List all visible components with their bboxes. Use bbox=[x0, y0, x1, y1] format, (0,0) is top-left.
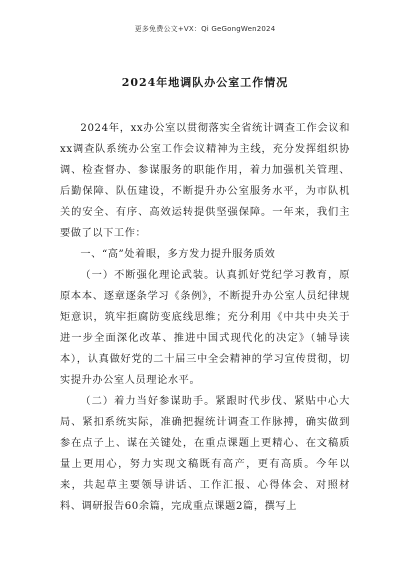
document-title: 2024年地调队办公室工作情况 bbox=[121, 76, 289, 89]
document-body bbox=[60, 118, 350, 517]
paragraph-intro: 2024年，xx办公室以贯彻落实全省统计调查工作会议和xx调查队系统办公室工作会议精神为主线，充分发挥组织协调、检查督办、参谋服务的职能作用，着力加强机关管理、后勤保障、队伍建设，不断提升办公室服务水平，为市队机关的安全、有序、高效运转提供坚强保障。一年来，我们主要做了以下工作： bbox=[60, 123, 350, 239]
paragraph-advisor: （二）着力当好参谋助手。紧跟时代步伐、紧贴中心大局、紧扣系统实际，准确把握统计调查工作脉搏，确实做到参在点子上、谋在关键处，在重点课题上更精心、在文稿质量上更用心，努力实现文稿既有高产，更有高质。今年以来，共起草主要领导讲话、工作汇报、心得体会、对照材料、调研报告60余篇，完成重点课题2篇，撰写上 bbox=[60, 396, 350, 512]
paragraph-theory: （一）不断强化理论武装。认真抓好党纪学习教育，原原本本、逐章逐条学习《条例》，不断提升办公室人员纪律规矩意识，筑牢拒腐防变底线思维；充分利用《中共中央关于进一步全面深化改革、推进中国式现代化的决定》（辅导读本），认真做好党的二十届三中全会精神的学习宣传贯彻，切实提升办公室人员理论水平。 bbox=[60, 270, 350, 386]
section-heading-1: 一、“高”处着眼，多方发力提升服务质效 bbox=[80, 249, 276, 260]
header-note: 更多免费公文+VX：Qi GeGongWen2024 bbox=[134, 25, 276, 33]
